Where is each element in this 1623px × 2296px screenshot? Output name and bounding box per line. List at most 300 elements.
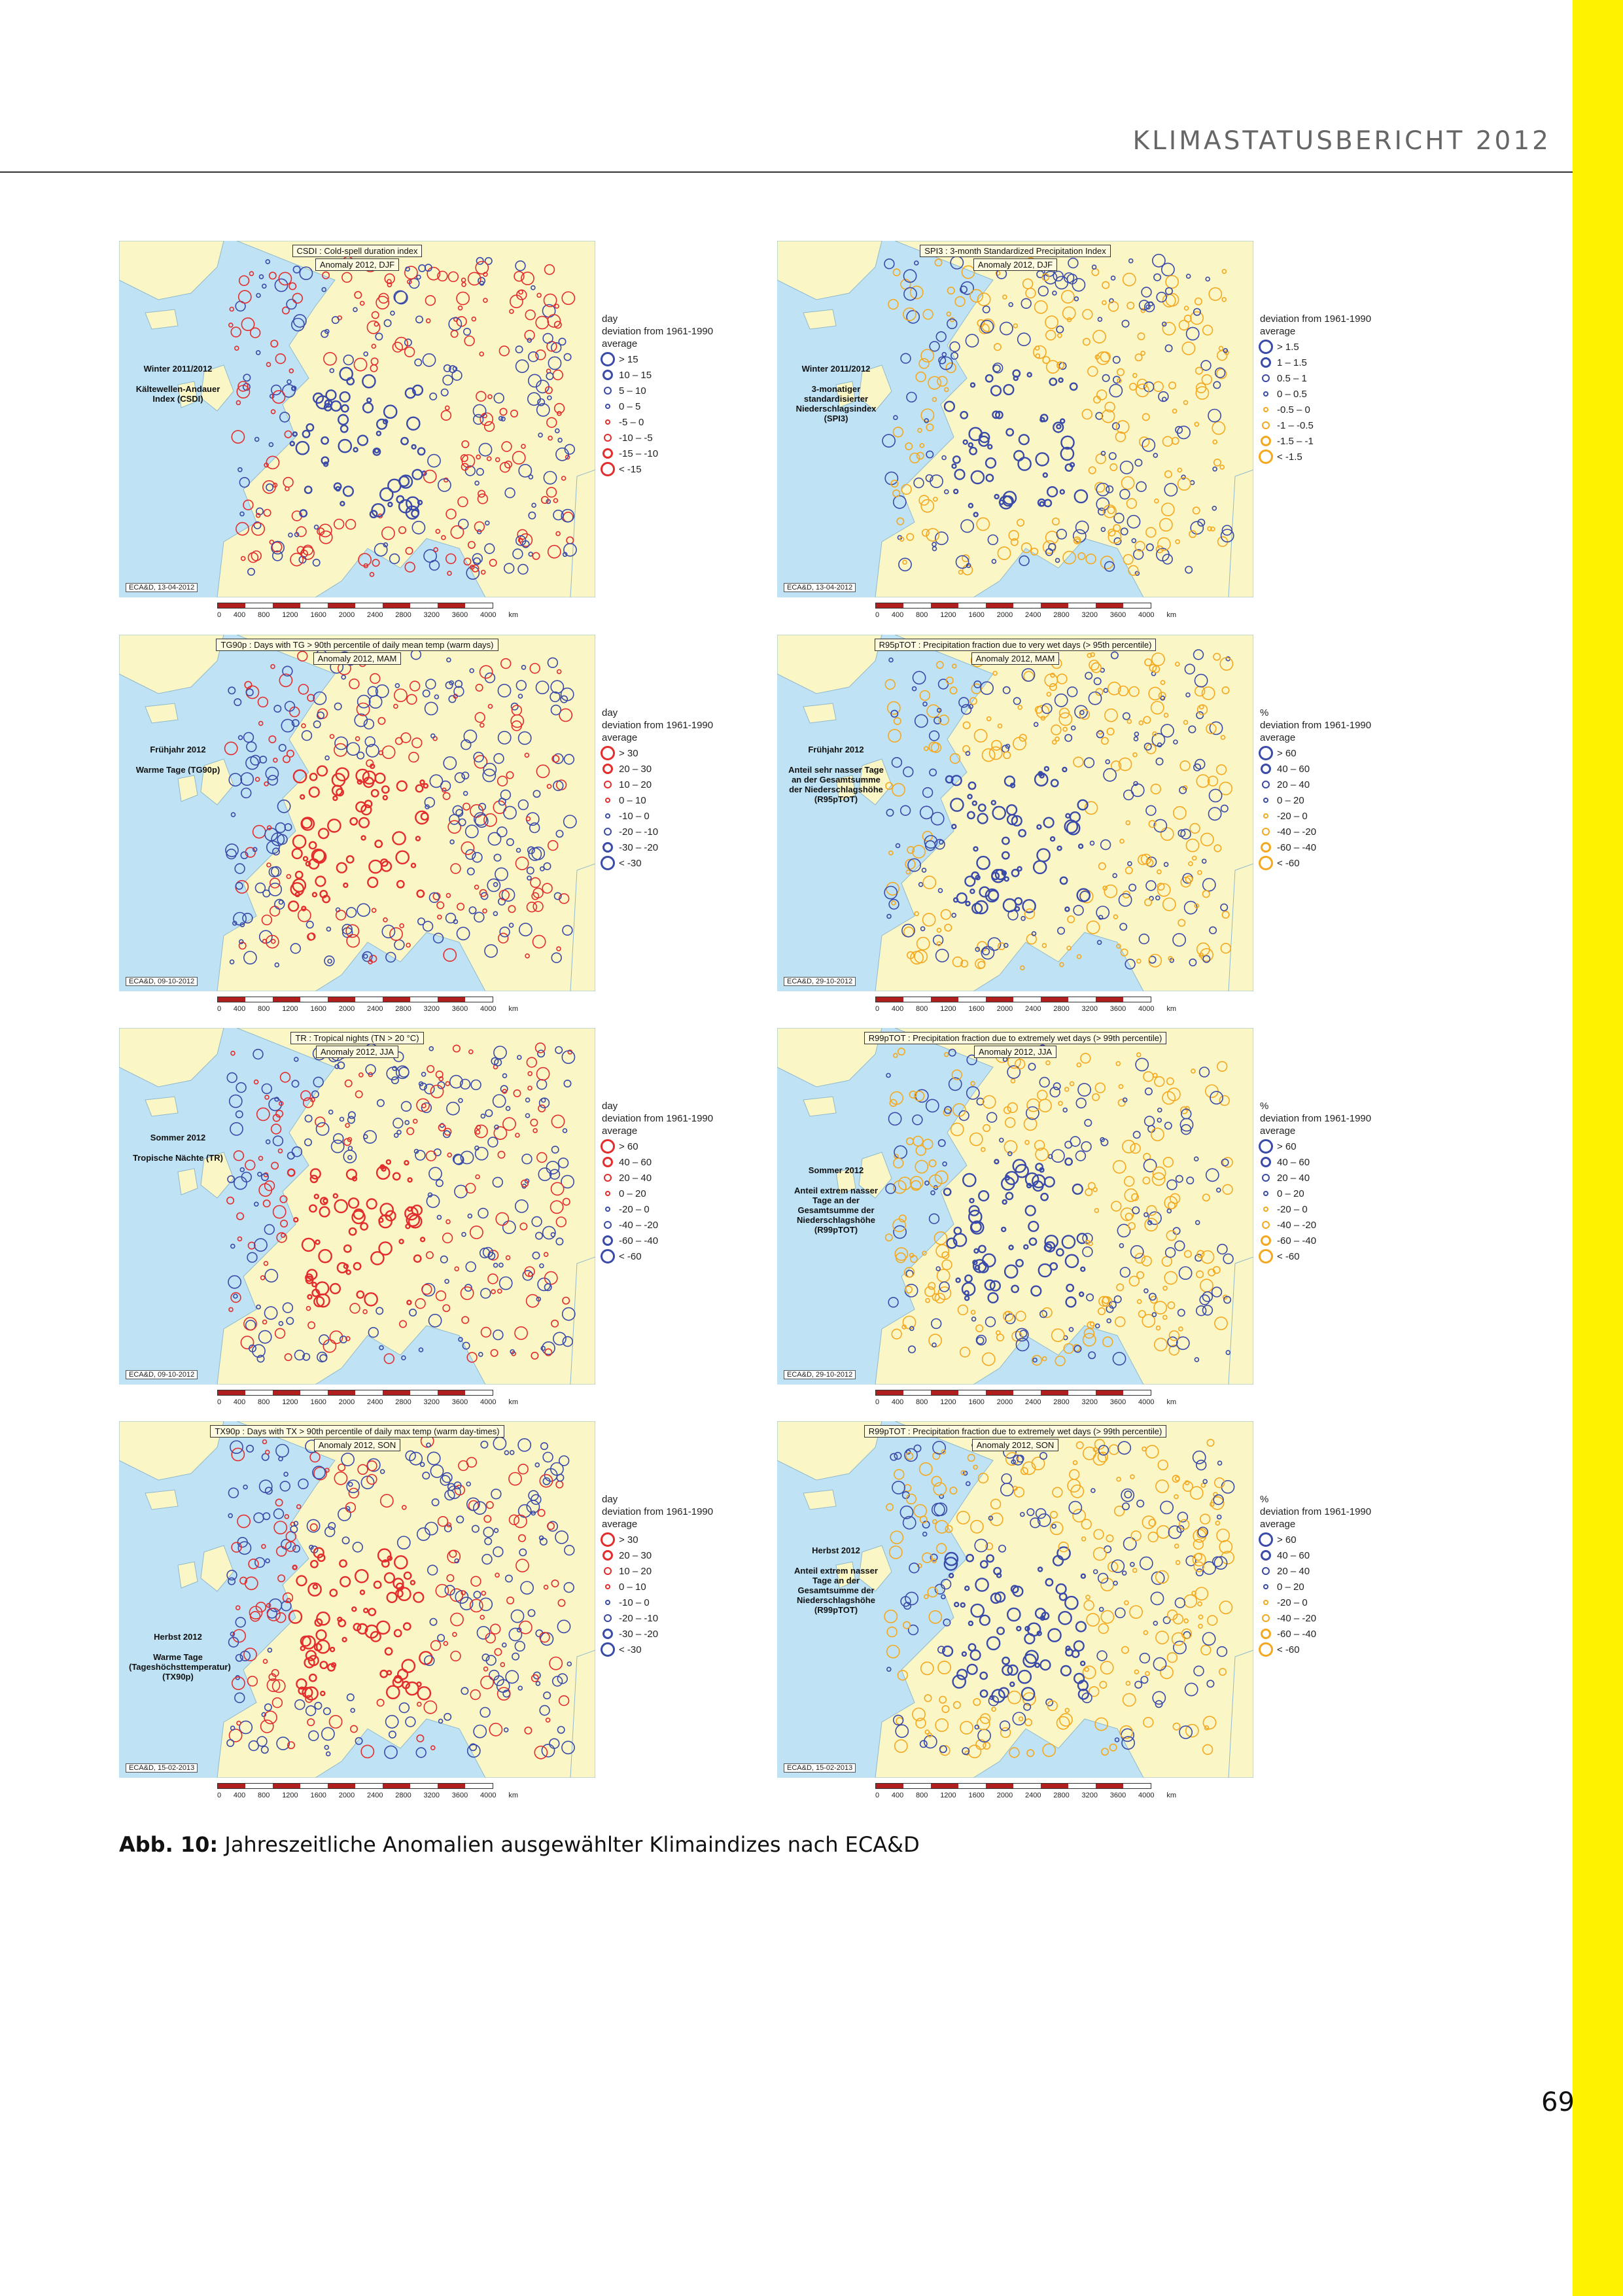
legend-label: 20 – 30 [619,1549,652,1561]
legend-item [1260,792,1374,808]
scale-tick: 3600 [451,1398,468,1406]
legend-ring-icon [601,746,615,760]
scale-tick: 2000 [996,611,1013,619]
scale-tick: 4000 [480,611,497,619]
legend-item [1260,1201,1374,1217]
legend-ring-icon [1263,1600,1268,1605]
legend-item [1260,1217,1374,1233]
legend-ring-icon [1259,340,1273,354]
season-label [129,364,227,404]
anomaly-period: Anomaly 2012, SON [972,1439,1059,1451]
legend-ring-icon [602,1629,613,1639]
legend-item [602,1610,716,1626]
europe-map [777,1028,1253,1385]
scale-tick: 1200 [282,611,298,619]
legend-item [602,745,716,761]
legend-item [1260,1233,1374,1248]
legend-label: 0 – 20 [1277,1188,1304,1199]
legend-item [602,1248,716,1264]
legend-item [602,808,716,824]
legend-item [1260,370,1374,386]
index-name-de: Kältewellen-Andauer Index (CSDI) [135,384,220,404]
legend-description: deviation from 1961-1990 average [602,326,714,349]
index-name-de: Anteil extrem nasser Tage an der Gesamtsumme der Niederschlagshöhe (R99pTOT) [794,1186,878,1235]
index-name-de: Anteil extrem nasser Tage an der Gesamtsumme der Niederschlagshöhe (R99pTOT) [794,1566,878,1615]
scale-tick: 2400 [366,1005,383,1013]
anomaly-period: Anomaly 2012, JJA [974,1046,1056,1058]
legend-item [1260,1547,1374,1563]
legend-ring-icon [601,1139,615,1154]
scale-tick: 2000 [338,611,355,619]
legend-label: -10 – -5 [619,432,653,444]
legend-description: deviation from 1961-1990 average [602,1506,714,1530]
legend-item [1260,417,1374,433]
map-credit: ECA&D, 15-02-2013 [126,1763,198,1773]
legend-label: -1 – -0.5 [1277,419,1314,431]
scale-tick: 400 [891,1792,904,1799]
legend-description: deviation from 1961-1990 average [602,720,714,743]
legend-label: 20 – 40 [1277,1565,1310,1577]
season-label [787,1165,885,1235]
season-label [129,1133,227,1163]
legend-ring-icon [601,1249,615,1263]
distance-scale [875,997,1176,1016]
legend-item [1260,761,1374,777]
map-panel [777,241,1431,633]
scale-tick: 1200 [940,1005,956,1013]
legend-ring-icon [1261,1629,1271,1639]
map-credit: ECA&D, 09-10-2012 [126,1370,198,1379]
legend-label: < -15 [619,463,642,475]
scale-tick: 2000 [338,1792,355,1799]
legend-ring-icon [604,1221,612,1229]
legend-label: > 60 [1277,747,1297,759]
legend-label: < -30 [619,857,642,869]
legend-ring-icon [602,1157,613,1167]
map-graphic [119,1421,595,1778]
scale-tick: 2000 [338,1398,355,1406]
legend-ring-icon [601,462,615,476]
legend-ring-icon [601,1532,615,1547]
europe-map [777,241,1253,597]
scale-tick: 3600 [1109,1005,1126,1013]
legend-label: 40 – 60 [1277,1549,1310,1561]
scale-tick: 3600 [1109,1398,1126,1406]
legend-label: 0 – 0.5 [1277,388,1307,400]
legend-item [602,351,716,367]
legend-item [602,1547,716,1563]
legend-label: -10 – 0 [619,810,650,822]
legend-ring-icon [601,856,615,870]
scale-tick: 2800 [1053,611,1070,619]
legend-item [602,414,716,430]
scale-tick: 1600 [310,1398,326,1406]
season-name: Frühjahr 2012 [808,745,864,754]
legend-item [1260,1248,1374,1264]
legend-label: -40 – -20 [619,1219,659,1231]
distance-scale [217,1783,518,1803]
map-graphic [119,635,595,991]
legend-ring-icon [1261,1157,1271,1167]
scale-tick: 2400 [1024,1792,1041,1799]
map-legend [602,1100,716,1264]
legend-unit: % [1260,1494,1269,1505]
legend-label: 10 – 20 [619,779,652,790]
legend-ring-icon [601,1642,615,1657]
map-title [777,1425,1253,1451]
scale-tick: 3600 [1109,1792,1126,1799]
map-credit: ECA&D, 13-04-2012 [126,583,198,592]
map-panel [119,1028,773,1421]
scale-tick: 3200 [423,1005,440,1013]
legend-ring-icon [604,1614,612,1622]
scale-tick: km [1166,1398,1176,1406]
legend-item [602,367,716,383]
legend-ring-icon [605,404,610,409]
legend-ring-icon [1261,357,1271,368]
index-name-de: Tropische Nächte (TR) [133,1153,223,1163]
legend-item [602,1201,716,1217]
legend-label: 0 – 10 [619,794,646,806]
legend-label: -1.5 – -1 [1277,435,1314,447]
legend-item [602,1139,716,1154]
scale-tick: 2400 [366,611,383,619]
season-label [129,745,227,775]
legend-ring-icon [605,1600,610,1605]
scale-tick: 1200 [940,611,956,619]
index-title: TR : Tropical nights (TN > 20 °C) [290,1032,423,1044]
legend-ring-icon [605,1191,610,1196]
scale-tick: 2400 [366,1398,383,1406]
caption-text: Jahreszeitliche Anomalien ausgewählter Klimaindizes nach ECA&D [218,1832,920,1857]
page-number: 69 [1541,2087,1575,2117]
running-header: KLIMASTATUSBERICHT 2012 [1132,126,1551,156]
scale-tick: 400 [233,1005,246,1013]
legend-description: deviation from 1961-1990 average [1260,720,1372,743]
legend-label: > 30 [619,1534,638,1545]
scale-tick: 800 [258,1792,270,1799]
legend-ring-icon [1259,1139,1273,1154]
scale-bar [875,997,1151,1002]
scale-tick: 2400 [366,1792,383,1799]
legend-unit: day [602,1494,618,1505]
legend-unit: day [602,1101,618,1112]
season-name: Frühjahr 2012 [150,745,206,754]
legend-label: 0 – 20 [1277,1581,1304,1593]
scale-tick: 2000 [338,1005,355,1013]
map-legend [602,1493,716,1657]
scale-tick: 1600 [310,1005,326,1013]
anomaly-period: Anomaly 2012, DJF [315,258,399,271]
index-title: TX90p : Days with TX > 90th percentile of daily max temp (warm day-times) [210,1425,504,1438]
legend-item [1260,1579,1374,1595]
legend-ring-icon [605,813,610,819]
legend-description: deviation from 1961-1990 average [1260,1113,1372,1137]
scale-tick: 1200 [940,1398,956,1406]
map-legend [1260,1100,1374,1264]
legend-ring-icon [604,434,612,442]
distance-scale [217,603,518,622]
scale-tick: 1600 [310,611,326,619]
legend-ring-icon [602,764,613,774]
index-title: R95pTOT : Precipitation fraction due to very wet days (> 95th percentile) [875,639,1157,651]
scale-tick: 3200 [1081,1398,1098,1406]
scale-tick: 800 [258,1398,270,1406]
legend-item [602,398,716,414]
legend-label: 5 – 10 [619,385,646,397]
scale-tick: 1200 [282,1792,298,1799]
scale-tick: 400 [233,1398,246,1406]
legend-item [1260,1154,1374,1170]
legend-label: 40 – 60 [1277,763,1310,775]
scale-tick: km [508,1005,518,1013]
map-legend [1260,1493,1374,1657]
scale-tick: 1600 [968,1005,985,1013]
legend-item [1260,1563,1374,1579]
scale-tick: 4000 [480,1005,497,1013]
legend-ring-icon [605,1207,610,1212]
scale-tick: 3200 [1081,1792,1098,1799]
map-credit: ECA&D, 29-10-2012 [784,977,856,986]
legend-item [1260,339,1374,355]
anomaly-period: Anomaly 2012, MAM [971,652,1060,665]
season-label [787,745,885,804]
anomaly-period: Anomaly 2012, SON [314,1439,401,1451]
legend-label: -20 – 0 [1277,810,1308,822]
legend-ring-icon [602,1550,613,1561]
scale-bar [217,603,493,609]
scale-tick: 3200 [1081,1005,1098,1013]
scale-tick: km [508,611,518,619]
scale-tick: km [1166,1005,1176,1013]
legend-label: < -60 [1277,1644,1300,1655]
legend-label: 0 – 5 [619,400,641,412]
index-name-de: Anteil sehr nasser Tage an der Gesamtsumme der Niederschlagshöhe (R95pTOT) [788,765,884,804]
scale-tick: 2800 [395,1005,411,1013]
scale-tick: 3200 [423,1398,440,1406]
scale-tick: 800 [258,1005,270,1013]
legend-label: -40 – -20 [1277,1612,1317,1624]
legend-item [1260,1170,1374,1186]
legend-unit: day [602,313,618,325]
index-name-de: Warme Tage (Tageshöchsttemperatur) (TX90p) [129,1652,231,1682]
legend-item [602,1642,716,1657]
scale-bar [875,603,1151,609]
legend-ring-icon [1263,1207,1268,1212]
legend-label: -20 – 0 [619,1203,650,1215]
legend-ring-icon [1262,421,1270,429]
map-panel [119,1421,773,1814]
scale-tick: 2800 [395,1398,411,1406]
legend-item [1260,355,1374,370]
index-name-de: 3-monatiger standardisierter Niederschlagsindex (SPI3) [795,384,877,423]
legend-item [602,1595,716,1610]
scale-tick: 2400 [1024,1398,1041,1406]
map-title [777,639,1253,665]
index-title: R99pTOT : Precipitation fraction due to extremely wet days (> 99th percentile) [864,1032,1167,1044]
scale-tick: 2000 [996,1792,1013,1799]
legend-label: 0.5 – 1 [1277,372,1307,384]
legend-item [602,761,716,777]
scale-tick: 4000 [480,1792,497,1799]
legend-ring-icon [1261,842,1271,853]
scale-tick: 4000 [1138,611,1155,619]
scale-tick: 3600 [1109,611,1126,619]
legend-ring-icon [1261,1550,1271,1561]
europe-map [119,1028,595,1385]
scale-tick: 3200 [1081,611,1098,619]
scale-tick: 3600 [451,1005,468,1013]
legend-label: < -60 [1277,857,1300,869]
scale-tick: 1200 [282,1005,298,1013]
legend-unit: % [1260,1101,1269,1112]
legend-ring-icon [1262,1614,1270,1622]
europe-map [777,1421,1253,1778]
anomaly-period: Anomaly 2012, DJF [973,258,1057,271]
legend-ring-icon [602,370,613,380]
europe-map [119,241,595,597]
legend-label: 10 – 15 [619,369,652,381]
legend-label: -30 – -20 [619,841,659,853]
legend-ring-icon [601,352,615,366]
legend-item [1260,839,1374,855]
legend-item [602,792,716,808]
europe-map [119,1421,595,1778]
scale-tick: 3600 [451,611,468,619]
scale-tick: km [1166,611,1176,619]
legend-item [602,446,716,461]
scale-tick: 800 [916,1005,928,1013]
scale-tick: 0 [217,1792,222,1799]
legend-item [1260,449,1374,465]
legend-ring-icon [1263,813,1268,819]
map-title [119,245,595,271]
legend-label: 0 – 10 [619,1581,646,1593]
legend-item [602,1579,716,1595]
scale-tick: 4000 [1138,1005,1155,1013]
legend-ring-icon [1259,1642,1273,1657]
legend-label: -40 – -20 [1277,826,1317,838]
scale-tick: 2800 [395,611,411,619]
legend-ring-icon [1261,436,1271,446]
scale-tick: km [508,1792,518,1799]
map-graphic [777,635,1253,991]
legend-label: > 30 [619,747,638,759]
scale-tick: 4000 [1138,1398,1155,1406]
legend-ring-icon [1259,450,1273,464]
legend-ring-icon [604,1567,612,1575]
legend-ring-icon [1263,798,1268,803]
scale-tick: 800 [916,1792,928,1799]
scale-tick: 400 [233,1792,246,1799]
legend-ring-icon [1259,1532,1273,1547]
distance-scale [217,997,518,1016]
legend-item [602,824,716,839]
legend-item [602,1217,716,1233]
scale-bar [875,1390,1151,1396]
legend-ring-icon [1261,1235,1271,1246]
scale-tick: 1600 [310,1792,326,1799]
legend-ring-icon [605,1584,610,1589]
caption-label: Abb. 10: [119,1832,218,1857]
legend-item [602,1154,716,1170]
legend-label: 1 – 1.5 [1277,357,1307,368]
legend-label: < -60 [1277,1250,1300,1262]
legend-item [1260,855,1374,871]
legend-ring-icon [602,1235,613,1246]
season-name: Sommer 2012 [150,1133,206,1142]
season-name: Winter 2011/2012 [143,364,213,374]
legend-label: > 60 [1277,1534,1297,1545]
legend-label: > 15 [619,353,638,365]
legend-label: 0 – 20 [1277,794,1304,806]
map-credit: ECA&D, 15-02-2013 [784,1763,856,1773]
legend-item [1260,402,1374,417]
map-panel [777,635,1431,1027]
season-label [787,364,885,423]
legend-item [1260,433,1374,449]
map-panel [119,635,773,1027]
legend-label: -60 – -40 [1277,1235,1317,1246]
map-credit: ECA&D, 09-10-2012 [126,977,198,986]
legend-label: 10 – 20 [619,1565,652,1577]
scale-tick: 1600 [968,611,985,619]
legend-item [1260,824,1374,839]
legend-item [1260,1610,1374,1626]
scale-tick: 0 [875,1398,880,1406]
scale-tick: 2800 [1053,1398,1070,1406]
legend-label: 40 – 60 [1277,1156,1310,1168]
index-title: R99pTOT : Precipitation fraction due to extremely wet days (> 99th percentile) [864,1425,1167,1438]
scale-tick: 2000 [996,1398,1013,1406]
season-name: Winter 2011/2012 [801,364,871,374]
legend-item [1260,1595,1374,1610]
legend-ring-icon [1259,746,1273,760]
map-graphic [119,241,595,597]
legend-ring-icon [1262,374,1270,382]
map-credit: ECA&D, 29-10-2012 [784,1370,856,1379]
index-title: SPI3 : 3-month Standardized Precipitation Index [920,245,1111,257]
scale-bar [875,1783,1151,1789]
legend-label: > 60 [619,1140,638,1152]
legend-ring-icon [604,828,612,836]
scale-tick: 3200 [423,611,440,619]
map-title [777,245,1253,271]
legend-label: 0 – 20 [619,1188,646,1199]
legend-ring-icon [604,1174,612,1182]
legend-ring-icon [1262,828,1270,836]
legend-item [602,1233,716,1248]
scale-tick: 2000 [996,1005,1013,1013]
scale-tick: 400 [233,611,246,619]
legend-ring-icon [1262,1567,1270,1575]
legend-description: deviation from 1961-1990 average [602,1113,714,1137]
scale-tick: 800 [258,611,270,619]
anomaly-period: Anomaly 2012, JJA [316,1046,398,1058]
legend-item [1260,1139,1374,1154]
scale-tick: 800 [916,611,928,619]
scale-tick: 400 [891,1005,904,1013]
figure-caption [119,1832,920,1857]
legend-ring-icon [605,798,610,803]
legend-item [1260,1626,1374,1642]
legend-ring-icon [1263,1584,1268,1589]
distance-scale [875,1783,1176,1803]
index-title: CSDI : Cold-spell duration index [292,245,423,257]
scale-tick: 1600 [968,1398,985,1406]
distance-scale [875,603,1176,622]
legend-unit: day [602,707,618,718]
